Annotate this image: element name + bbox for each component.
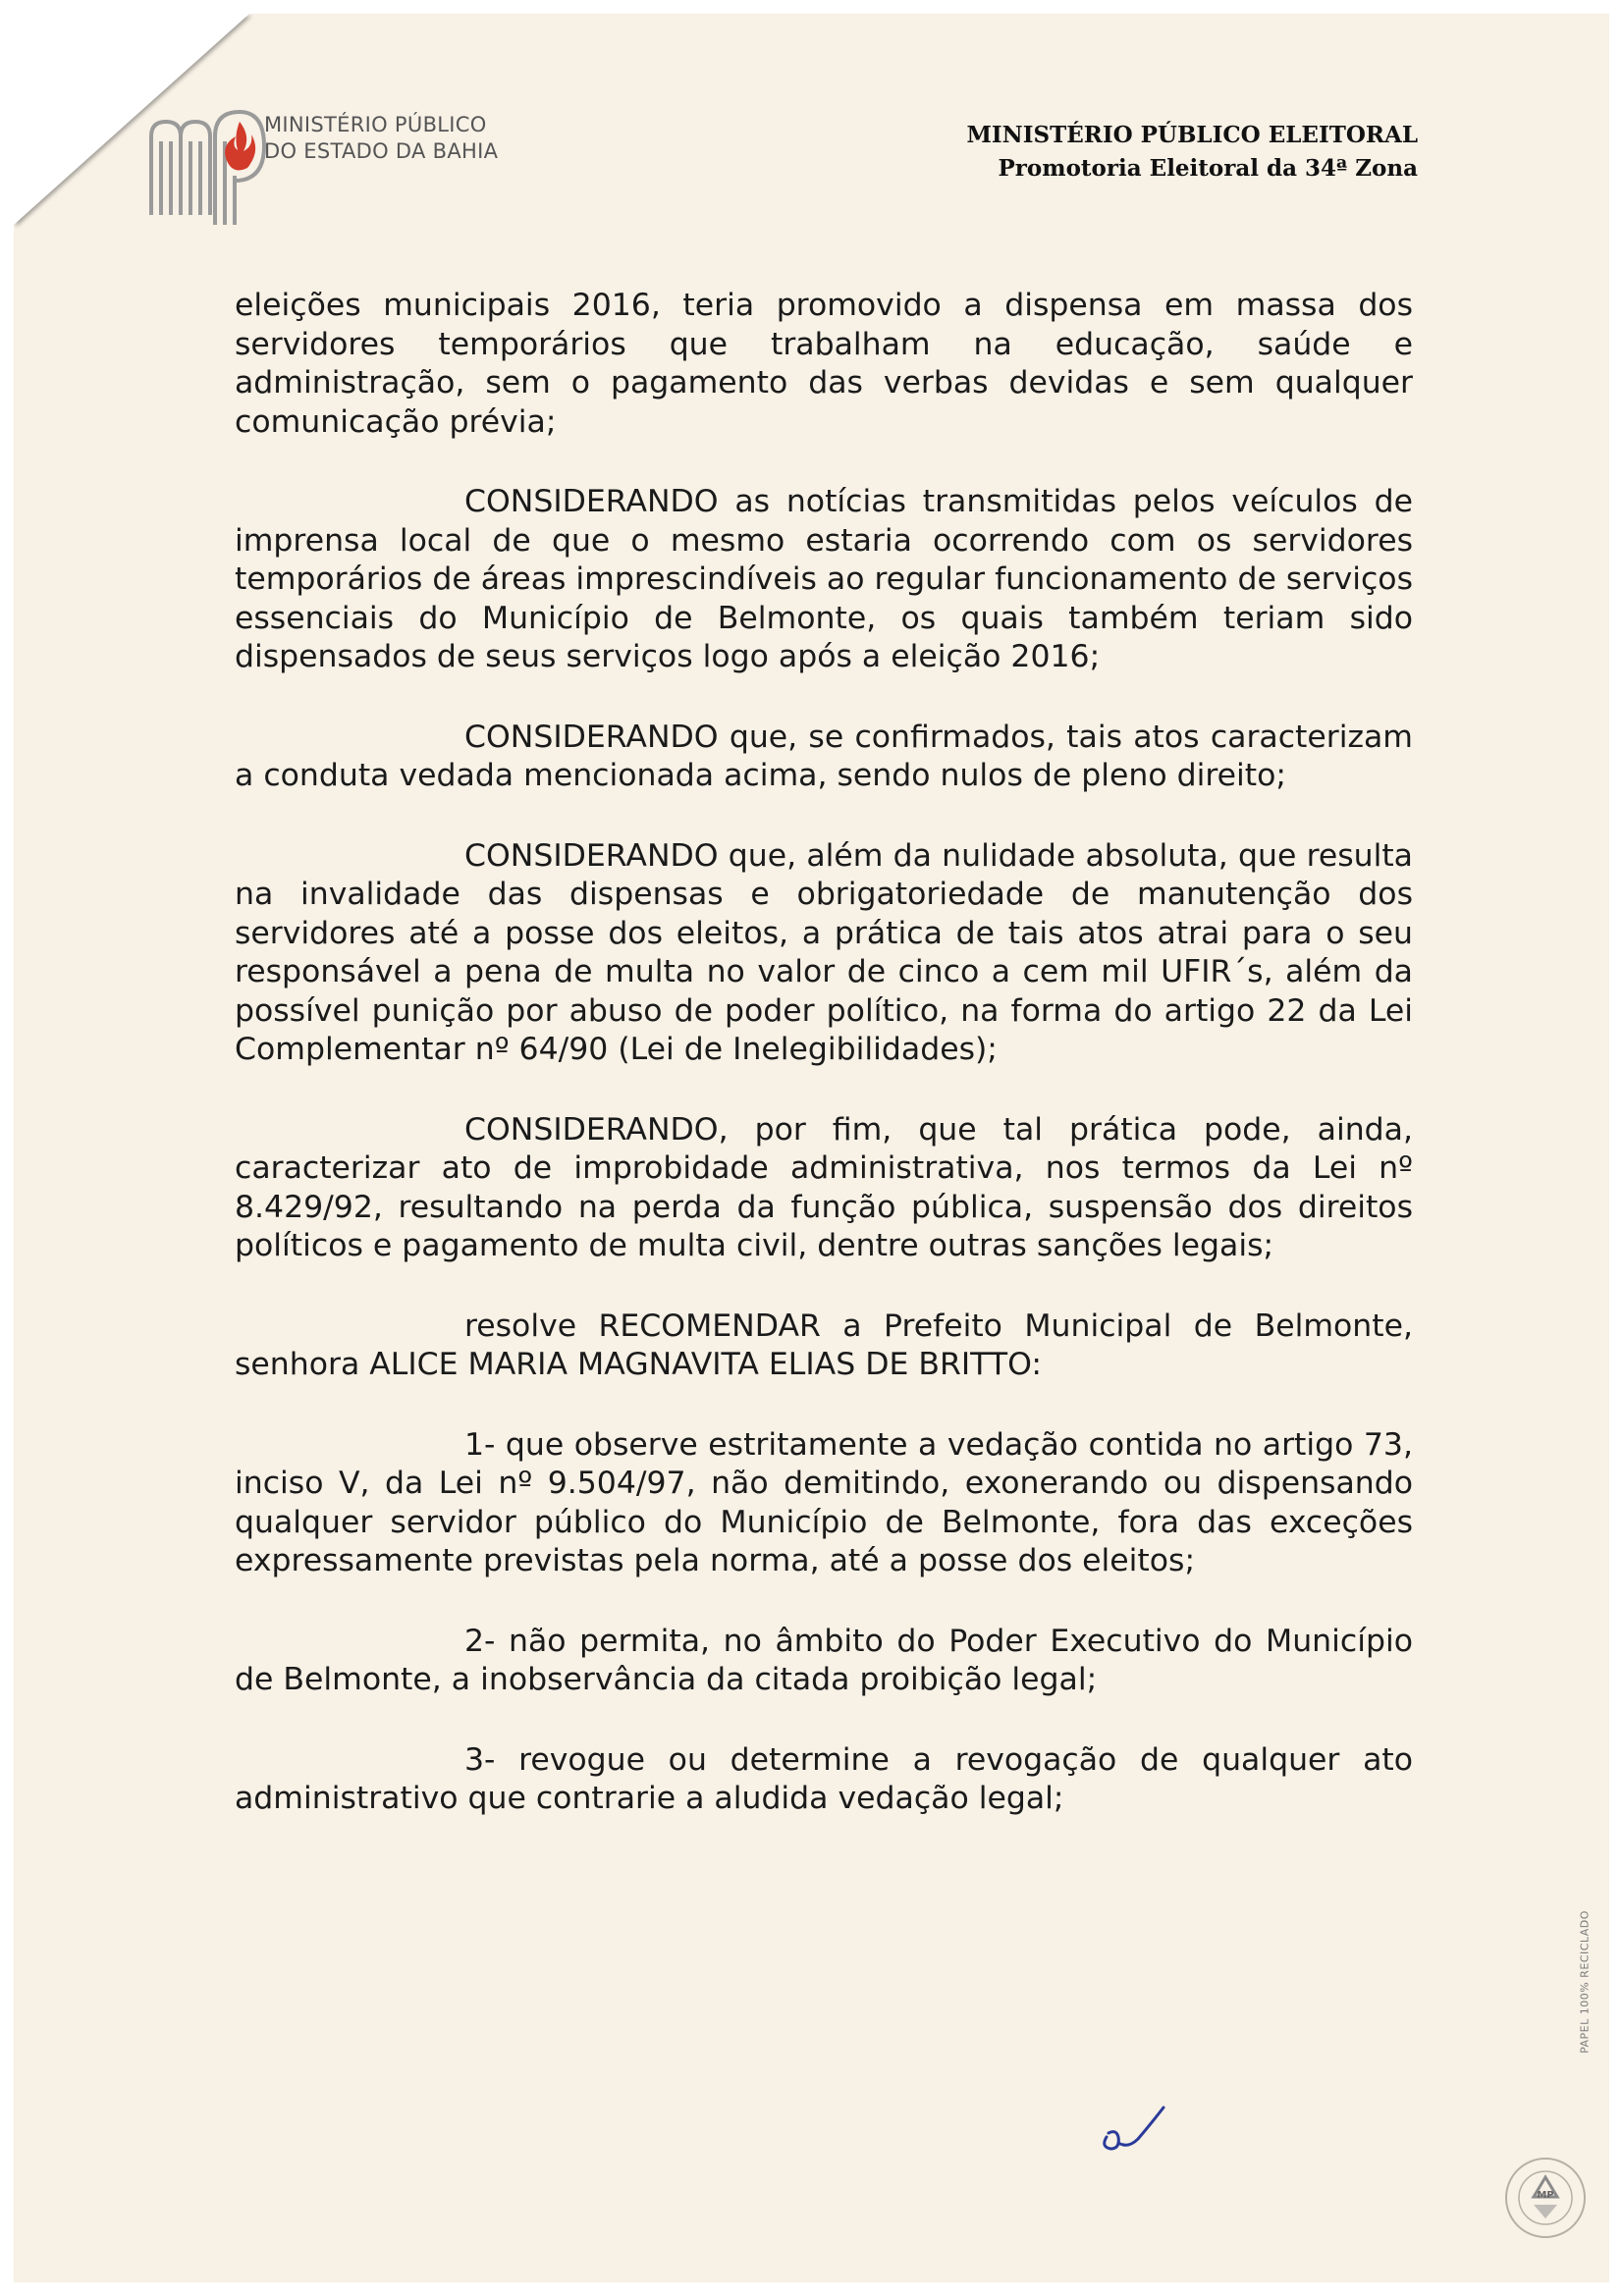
header-subtitle: Promotoria Eleitoral da 34ª Zona — [998, 155, 1418, 182]
header — [966, 119, 1418, 186]
mp-logo-icon — [141, 107, 269, 225]
paragraph: eleições municipais 2016, teria promovido a dispensa em massa dos servidores temporários que trabalham na educação, saúde e administração, sem o pagamento das verbas devidas e sem qualquer comunicação prévia; — [235, 288, 1413, 440]
paragraph: resolve RECOMENDAR a Prefeito Municipal de Belmonte, senhora ALICE MARIA MAGNAVITA ELIAS DE BRITTO: — [235, 1308, 1413, 1382]
paragraph: 3- revogue ou determine a revogação de qualquer ato administrativo que contrarie a aludida vedação legal; — [235, 1741, 1413, 1816]
logo-text — [264, 112, 498, 165]
paragraph: 1- que observe estritamente a vedação contida no artigo 73, inciso V, da Lei nº 9.504/97, não demitindo, exonerando ou dispensando qualquer servidor público do Município de Belmonte, fora das exceções expressamente previstas pela norma, até a posse dos eleitos; — [235, 1426, 1413, 1578]
header-title: MINISTÉRIO PÚBLICO ELEITORAL — [966, 122, 1418, 148]
paragraph: CONSIDERANDO que, além da nulidade absoluta, que resulta na invalidade das dispensas e obrigatoriedade de manutenção dos servidores até a posse dos eleitos, a prática de tais atos atrai para o seu responsável a pena de multa no valor de cinco a cem mil UFIR´s, além da possível punição por abuso de poder político, na forma do artigo 22 da Lei Complementar nº 64/90 (Lei de Inelegibilidades); — [235, 837, 1413, 1067]
logo-line-1: MINISTÉRIO PÚBLICO — [264, 113, 487, 136]
logo-line-2: DO ESTADO DA BAHIA — [264, 139, 499, 163]
paragraph: CONSIDERANDO, por fim, que tal prática pode, ainda, caracterizar ato de improbidade administrativa, nos termos da Lei nº 8.429/92, resultando na perda da função pública, suspensão dos direitos políticos e pagamento de multa civil, dentre outras sanções legais; — [235, 1111, 1413, 1263]
seal-label: MP — [1537, 2190, 1554, 2201]
paragraph: 2- não permita, no âmbito do Poder Executivo do Município de Belmonte, a inobservância da citada proibição legal; — [235, 1623, 1413, 1697]
recycled-paper-note: PAPEL 100% RECICLADO — [1578, 1910, 1592, 2054]
document-page — [14, 14, 1609, 2282]
paragraph: CONSIDERANDO que, se confirmados, tais atos caracterizam a conduta vedada mencionada acima, sendo nulos de pleno direito; — [235, 719, 1413, 793]
document-body — [235, 287, 1413, 1860]
handwritten-initial — [1099, 2100, 1167, 2159]
paragraph: CONSIDERANDO as notícias transmitidas pelos veículos de imprensa local de que o mesmo estaria ocorrendo com os servidores temporários de áreas imprescindíveis ao regular funcionamento de serviços essenciais do Município de Belmonte, os quais também teriam sido dispensados de seus serviços logo após a eleição 2016; — [235, 484, 1413, 674]
